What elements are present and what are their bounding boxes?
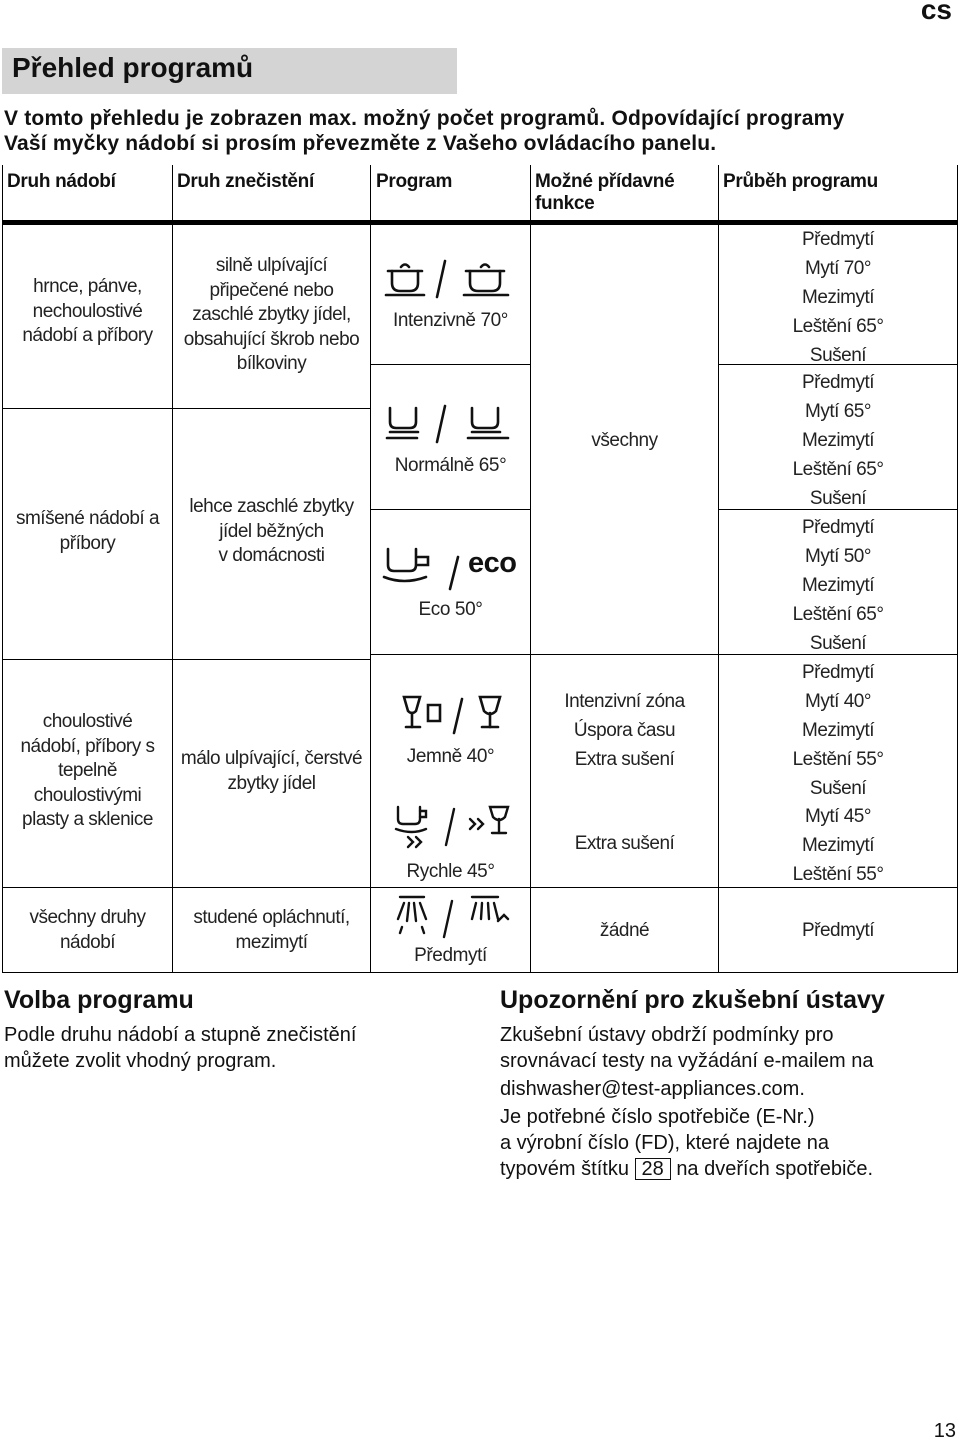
upozorneni-line: Zkušební ústavy obdrží podmínky pro <box>500 1024 834 1046</box>
program-label: Intenzivně 70° <box>392 310 509 331</box>
upozorneni-line: srovnávací testy na vyžádání e-mailem na <box>500 1050 874 1072</box>
upozorneni-line-part: typovém štítku <box>500 1158 629 1180</box>
options-cell-1 <box>530 429 719 454</box>
course-cell-1 <box>718 225 958 370</box>
program-table <box>2 165 958 973</box>
options-cell-2-line: Úspora času <box>573 720 676 741</box>
dish-cell-4-line: nádobí <box>59 931 116 953</box>
glass-gentle-icon <box>398 693 508 737</box>
header-soil: Druh znečistění <box>177 171 314 192</box>
pot-intensive-icon <box>382 253 522 303</box>
upozorneni-line <box>500 1156 874 1182</box>
soil-cell-1 <box>172 254 371 377</box>
soil-cell-4 <box>172 906 371 955</box>
course-cell-2-line: Sušení <box>809 488 867 509</box>
dish-row-line-2 <box>2 659 173 660</box>
course-cell-3-line: Mezimytí <box>802 575 874 596</box>
email-address: dishwasher@test-appliances.com. <box>500 1078 805 1100</box>
dish-cell-3-line: plasty a sklenice <box>22 809 153 830</box>
program-row-line-2 <box>370 509 531 510</box>
program-label: Eco 50° <box>418 599 483 620</box>
dish-cell-3-line: choulostivé <box>42 711 133 732</box>
course-cell-5 <box>718 802 958 889</box>
options-row-line-1 <box>530 654 719 655</box>
soil-cell-2-line: jídel běžných <box>219 520 324 542</box>
options-cell-3 <box>530 832 719 857</box>
course-cell-1-line: Mezimytí <box>802 287 874 308</box>
upozorneni-line: Je potřebné číslo spotřebiče (E-Nr.) <box>500 1106 815 1128</box>
prerinse-icon <box>394 893 514 939</box>
border-bottom <box>2 972 958 973</box>
course-cell-3 <box>718 513 958 658</box>
soil-cell-2 <box>172 495 371 569</box>
course-cell-6 <box>718 919 958 944</box>
soil-row-line-2 <box>172 659 371 660</box>
volba-line: Podle druhu nádobí a stupně znečistění <box>4 1024 357 1046</box>
soil-row-line-3 <box>172 887 371 888</box>
options-cell-2-line: Intenzivní zóna <box>564 691 685 712</box>
soil-cell-3 <box>172 747 371 796</box>
options-cell-4-line: žádné <box>599 920 650 941</box>
dish-row-line-1 <box>2 408 173 409</box>
dish-cell-2 <box>2 507 173 556</box>
volba-heading: Volba programu <box>4 986 194 1014</box>
soil-cell-1-line: obsahující škrob nebo <box>183 328 360 350</box>
page-number: 13 <box>933 1420 956 1442</box>
soil-cell-2-line: v domácnosti <box>218 545 325 566</box>
course-cell-1-line: Mytí 70° <box>805 258 871 279</box>
upozorneni-text <box>500 1022 874 1182</box>
options-cell-1-line: všechny <box>591 430 658 451</box>
course-cell-5-line: Mezimytí <box>802 835 874 856</box>
course-cell-3-line: Sušení <box>809 633 867 654</box>
program-label: Rychle 45° <box>406 861 495 882</box>
program-label: Předmytí <box>414 945 487 966</box>
intro-line-1: V tomto přehledu je zobrazen max. možný počet programů. Odpovídající programy <box>4 107 845 130</box>
dish-cell-3-line: nádobí, příbory s <box>20 735 155 757</box>
header-options-line1: Možné přídavné <box>535 171 675 192</box>
program-row-line-1 <box>370 364 531 365</box>
soil-cell-1-line: zaschlé zbytky jídel, <box>192 304 351 325</box>
upozorneni-line-part: na dveřích spotřebiče. <box>676 1158 874 1180</box>
course-cell-4-line: Sušení <box>809 778 867 799</box>
course-cell-2 <box>718 368 958 513</box>
dish-cell-1-line: nádobí a příbory <box>22 325 153 346</box>
options-cell-4 <box>530 919 719 944</box>
header-options <box>535 171 674 215</box>
program-label: Normálně 65° <box>394 455 507 476</box>
dish-row-line-3 <box>2 887 173 888</box>
soil-cell-2-line: lehce zaschlé zbytky <box>189 496 354 517</box>
course-cell-4-line: Mytí 40° <box>805 691 871 712</box>
volba-text <box>4 1022 356 1074</box>
dish-cell-4-line: všechny druhy <box>29 907 146 928</box>
header-options-line2: funkce <box>535 193 595 214</box>
program-label: Jemně 40° <box>406 746 495 767</box>
soil-cell-1-line: připečené nebo <box>209 279 334 301</box>
volba-line: můžete zvolit vhodný program. <box>4 1050 277 1072</box>
dish-cell-3 <box>2 710 173 833</box>
course-cell-1-line: Předmytí <box>801 229 875 250</box>
soil-cell-3-line: zbytky jídel <box>227 772 316 794</box>
header-program: Program <box>376 171 453 192</box>
language-tag: cs <box>920 0 952 25</box>
course-cell-6-line: Předmytí <box>801 920 875 941</box>
course-cell-3-line: Mytí 50° <box>805 546 871 567</box>
page-title: Přehled programů <box>12 52 254 83</box>
course-cell-1-line: Leštění 65° <box>792 316 884 337</box>
options-cell-2-line: Extra sušení <box>574 749 675 770</box>
dish-cell-4 <box>2 906 173 955</box>
course-cell-2-line: Předmytí <box>801 372 875 393</box>
dish-cell-1-line: hrnce, pánve, <box>33 276 142 297</box>
dish-cell-2-line: příbory <box>59 532 116 554</box>
dish-cell-3-line: choulostivými <box>33 784 142 806</box>
soil-cell-1-line: bílkoviny <box>236 353 307 374</box>
dish-cell-1-line: nechoulostivé <box>32 300 143 322</box>
upozorneni-line: a výrobní číslo (FD), které najdete na <box>500 1132 830 1154</box>
soil-row-line-1 <box>172 408 371 409</box>
course-cell-1-line: Sušení <box>809 345 867 366</box>
course-cell-5-line: Leštění 55° <box>792 864 884 885</box>
course-cell-5-line: Mytí 45° <box>805 806 871 827</box>
quick-icon <box>394 801 514 851</box>
course-cell-3-line: Předmytí <box>801 517 875 538</box>
plates-normal-icon <box>382 398 522 448</box>
course-cell-2-line: Mezimytí <box>802 430 874 451</box>
course-cell-4-line: Leštění 55° <box>792 749 884 770</box>
soil-cell-4-line: mezimytí <box>235 931 308 953</box>
course-cell-3-line: Leštění 65° <box>792 604 884 625</box>
dish-cell-2-line: smíšené nádobí a <box>15 508 160 529</box>
course-cell-2-line: Leštění 65° <box>792 459 884 480</box>
eco-icon <box>380 543 470 593</box>
course-cell-4-line: Předmytí <box>801 662 875 683</box>
course-cell-4 <box>718 658 958 803</box>
options-row-line-2 <box>530 887 719 888</box>
soil-cell-4-line: studené opláchnutí, <box>193 907 350 928</box>
dish-cell-1 <box>2 275 173 349</box>
upozorneni-heading: Upozornění pro zkušební ústavy <box>500 986 885 1014</box>
course-cell-2-line: Mytí 65° <box>805 401 871 422</box>
options-cell-3-line: Extra sušení <box>574 833 675 854</box>
figure-ref-box: 28 <box>635 1158 671 1180</box>
course-cell-4-line: Mezimytí <box>802 720 874 741</box>
soil-cell-1-line: silně ulpívající <box>215 255 328 276</box>
header-dish: Druh nádobí <box>7 171 116 192</box>
options-cell-2 <box>530 687 719 774</box>
soil-cell-3-line: málo ulpívající, čerstvé <box>180 748 363 769</box>
program-row-line-3 <box>370 654 531 655</box>
intro-line-2: Vaší myčky nádobí si prosím převezměte z Vašeho ovládacího panelu. <box>4 132 717 155</box>
eco-text: eco <box>468 547 517 579</box>
header-course: Průběh programu <box>723 171 878 192</box>
dish-cell-3-line: tepelně <box>58 760 117 781</box>
program-row-line-4 <box>370 887 531 888</box>
